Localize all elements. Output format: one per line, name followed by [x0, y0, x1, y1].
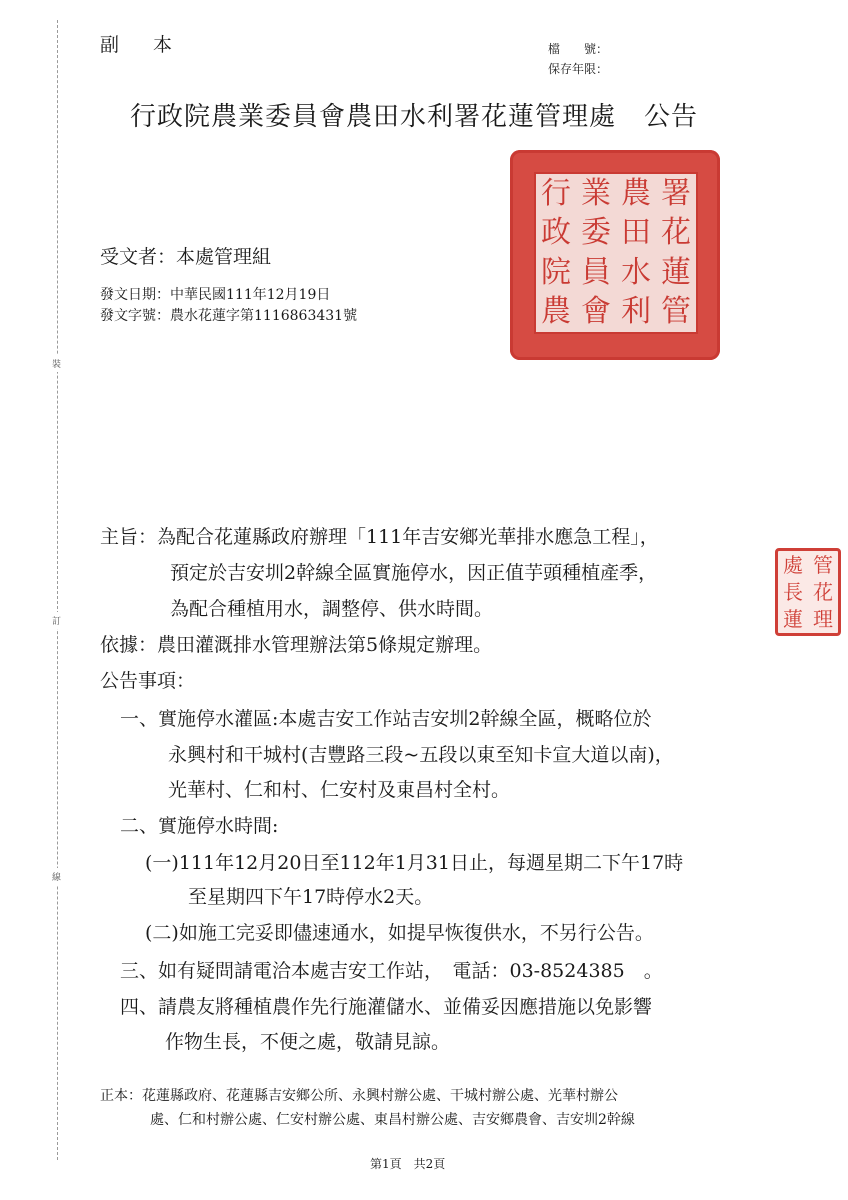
- seal-char: 管: [661, 294, 691, 330]
- seal-char: 委: [581, 215, 611, 251]
- recipient: 受文者：本處管理組: [100, 246, 272, 268]
- seal-char: 理: [813, 607, 833, 632]
- seal-char: 業: [581, 175, 611, 211]
- cc-line-1: 正本：花蓮縣政府、花蓮縣吉安鄉公所、永興村辦公處、干城村辦公處、光華村辦公: [100, 1088, 618, 1104]
- subject-line-3: 為配合種植用水，調整停、供水時間。: [170, 598, 494, 620]
- binding-mark-zhuang: 裝: [52, 355, 61, 372]
- seal-char: 農: [541, 294, 571, 330]
- seal-char: 處: [783, 552, 803, 577]
- seal-char: 署: [661, 175, 691, 211]
- seal-char: 政: [541, 215, 571, 251]
- item-2-2: (二)如施工完妥即儘速通水，如提早恢復供水，不另行公告。: [145, 922, 654, 944]
- seal-char: 蓮: [661, 254, 691, 290]
- document-type: 公告: [644, 102, 699, 132]
- file-number-label: 檔 號：: [548, 42, 609, 56]
- item-1-line-2: 永興村和干城村(吉豐路三段~五段以東至知卡宣大道以南)，: [168, 744, 674, 766]
- seal-char: 行: [541, 175, 571, 211]
- document-number: 發文字號：農水花蓮字第1116863431號: [100, 308, 358, 324]
- seal-char: 員: [581, 254, 611, 290]
- seal-char: 蓮: [783, 607, 803, 632]
- director-seal-image: [775, 548, 841, 636]
- seal-char: 農: [621, 175, 651, 211]
- seal-char: 管: [813, 552, 833, 577]
- subject-line-2: 預定於吉安圳2幹線全區實施停水，因正值芋頭種植產季，: [170, 562, 658, 584]
- cc-line-2: 處、仁和村辦公處、仁安村辦公處、東昌村辦公處、吉安鄉農會、吉安圳2幹線: [150, 1112, 635, 1128]
- binding-mark-xian: 線: [52, 868, 61, 885]
- item-2-1-line-2: 至星期四下午17時停水2天。: [188, 886, 434, 908]
- seal-char: 水: [621, 254, 651, 290]
- seal-char: 花: [813, 579, 833, 604]
- item-4-line-1: 四、請農友將種植農作先行施灌儲水、並備妥因應措施以免影響: [120, 996, 653, 1018]
- seal-char: 利: [621, 294, 651, 330]
- notice-heading: 公告事項：: [100, 670, 196, 692]
- subject-line-1: 主旨：為配合花蓮縣政府辦理「111年吉安鄉光華排水應急工程」，: [100, 526, 659, 548]
- item-1-line-1: 一、實施停水灌區:本處吉安工作站吉安圳2幹線全區，概略位於: [120, 708, 652, 730]
- copy-mark: 副 本: [100, 34, 187, 56]
- item-1-line-3: 光華村、仁和村、仁安村及東昌村全村。: [168, 779, 511, 801]
- binding-mark-ding: 訂: [52, 612, 61, 629]
- seal-char: 長: [783, 579, 803, 604]
- seal-char: 會: [581, 294, 611, 330]
- seal-char: 院: [541, 254, 571, 290]
- item-3: 三、如有疑問請電洽本處吉安工作站， 電話：03-8524385 。: [120, 960, 663, 982]
- seal-char: 田: [621, 215, 651, 251]
- retention-label: 保存年限：: [548, 62, 609, 76]
- seal-char: 花: [661, 215, 691, 251]
- page-number: 第1頁 共2頁: [370, 1157, 446, 1171]
- agency-name: 行政院農業委員會農田水利署花蓮管理處: [130, 102, 617, 132]
- official-seal-image: [510, 150, 720, 360]
- page-title: [130, 96, 698, 133]
- seal-inner: [534, 172, 698, 334]
- binding-line: [57, 20, 58, 1160]
- item-4-line-2: 作物生長，不便之處，敬請見諒。: [165, 1031, 451, 1053]
- item-2: 二、實施停水時間:: [120, 815, 279, 837]
- basis: 依據：農田灌溉排水管理辦法第5條規定辦理。: [100, 634, 493, 656]
- issue-date: 發文日期：中華民國111年12月19日: [100, 287, 331, 303]
- item-2-1-line-1: (一)111年12月20日至112年1月31日止，每週星期二下午17時: [145, 852, 684, 874]
